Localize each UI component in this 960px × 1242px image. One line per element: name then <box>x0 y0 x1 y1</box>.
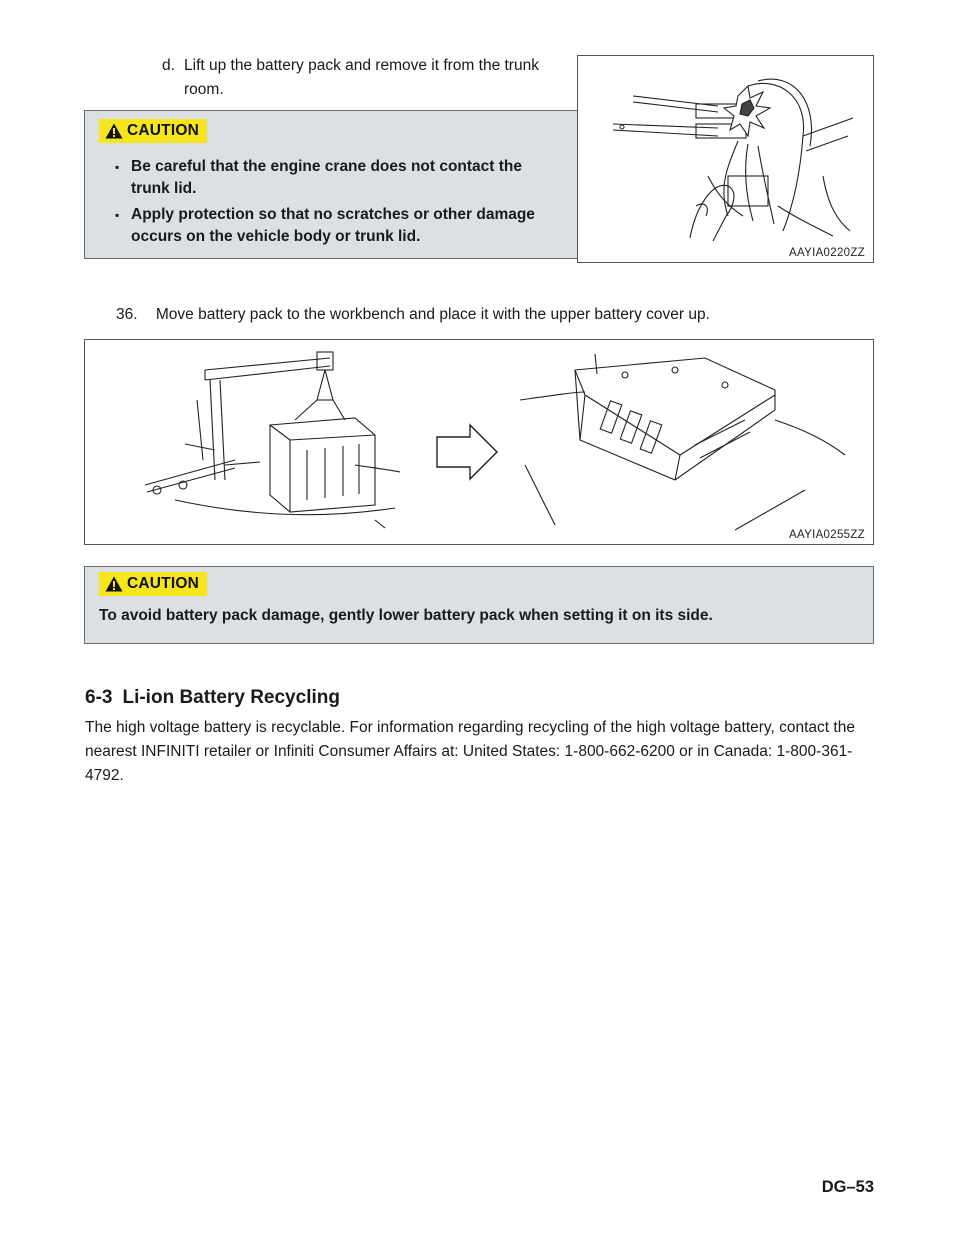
step-d-label: d. <box>162 57 175 74</box>
workbench-illustration <box>85 340 874 545</box>
section-title <box>85 687 340 709</box>
caution-item: ▪ Be careful that the engine crane does not contact the trunk lid. <box>115 156 557 200</box>
step-d-text: Lift up the battery pack and remove it from the trunk room. <box>184 57 539 98</box>
caution-text-2: To avoid battery pack damage, gently lower battery pack when setting it on its side. <box>99 607 713 624</box>
warning-triangle-icon <box>105 123 123 139</box>
figure-code-2: AAYIA0255ZZ <box>789 529 865 541</box>
step-36-number: 36. <box>116 306 138 323</box>
caution-item: ▪ Apply protection so that no scratches or other damage occurs on the vehicle body or trunk lid. <box>115 204 557 248</box>
figure-workbench <box>84 339 874 545</box>
step-36-text: Move battery pack to the workbench and place it with the upper battery cover up. <box>155 306 710 323</box>
figure-code-1: AAYIA0220ZZ <box>789 247 865 259</box>
trunk-removal-illustration <box>578 56 874 263</box>
page-number: DG–53 <box>821 1178 874 1196</box>
section-body: The high voltage battery is recyclable. For information regarding recycling of the high voltage battery, contact the nearest INFINITI retailer or Infiniti Consumer Affairs at: United States: 1-800-662-6200 or in Canada: 1-800-361-4792. <box>85 719 855 784</box>
caution-badge-2 <box>99 572 207 596</box>
caution-badge-label: CAUTION <box>127 575 200 592</box>
figure-trunk-removal <box>577 55 874 263</box>
caution-badge-label: CAUTION <box>127 122 200 139</box>
caution-badge-1 <box>99 119 207 143</box>
warning-triangle-icon <box>105 576 123 592</box>
right-arrow-icon <box>437 425 497 479</box>
step-d <box>162 54 557 102</box>
caution-box-2 <box>84 566 874 644</box>
step-36 <box>116 306 710 324</box>
caution-box-1 <box>84 110 578 259</box>
section-number: 6-3 <box>85 687 113 708</box>
caution-list-1 <box>115 156 557 252</box>
section-title-text: Li-ion Battery Recycling <box>122 687 340 708</box>
